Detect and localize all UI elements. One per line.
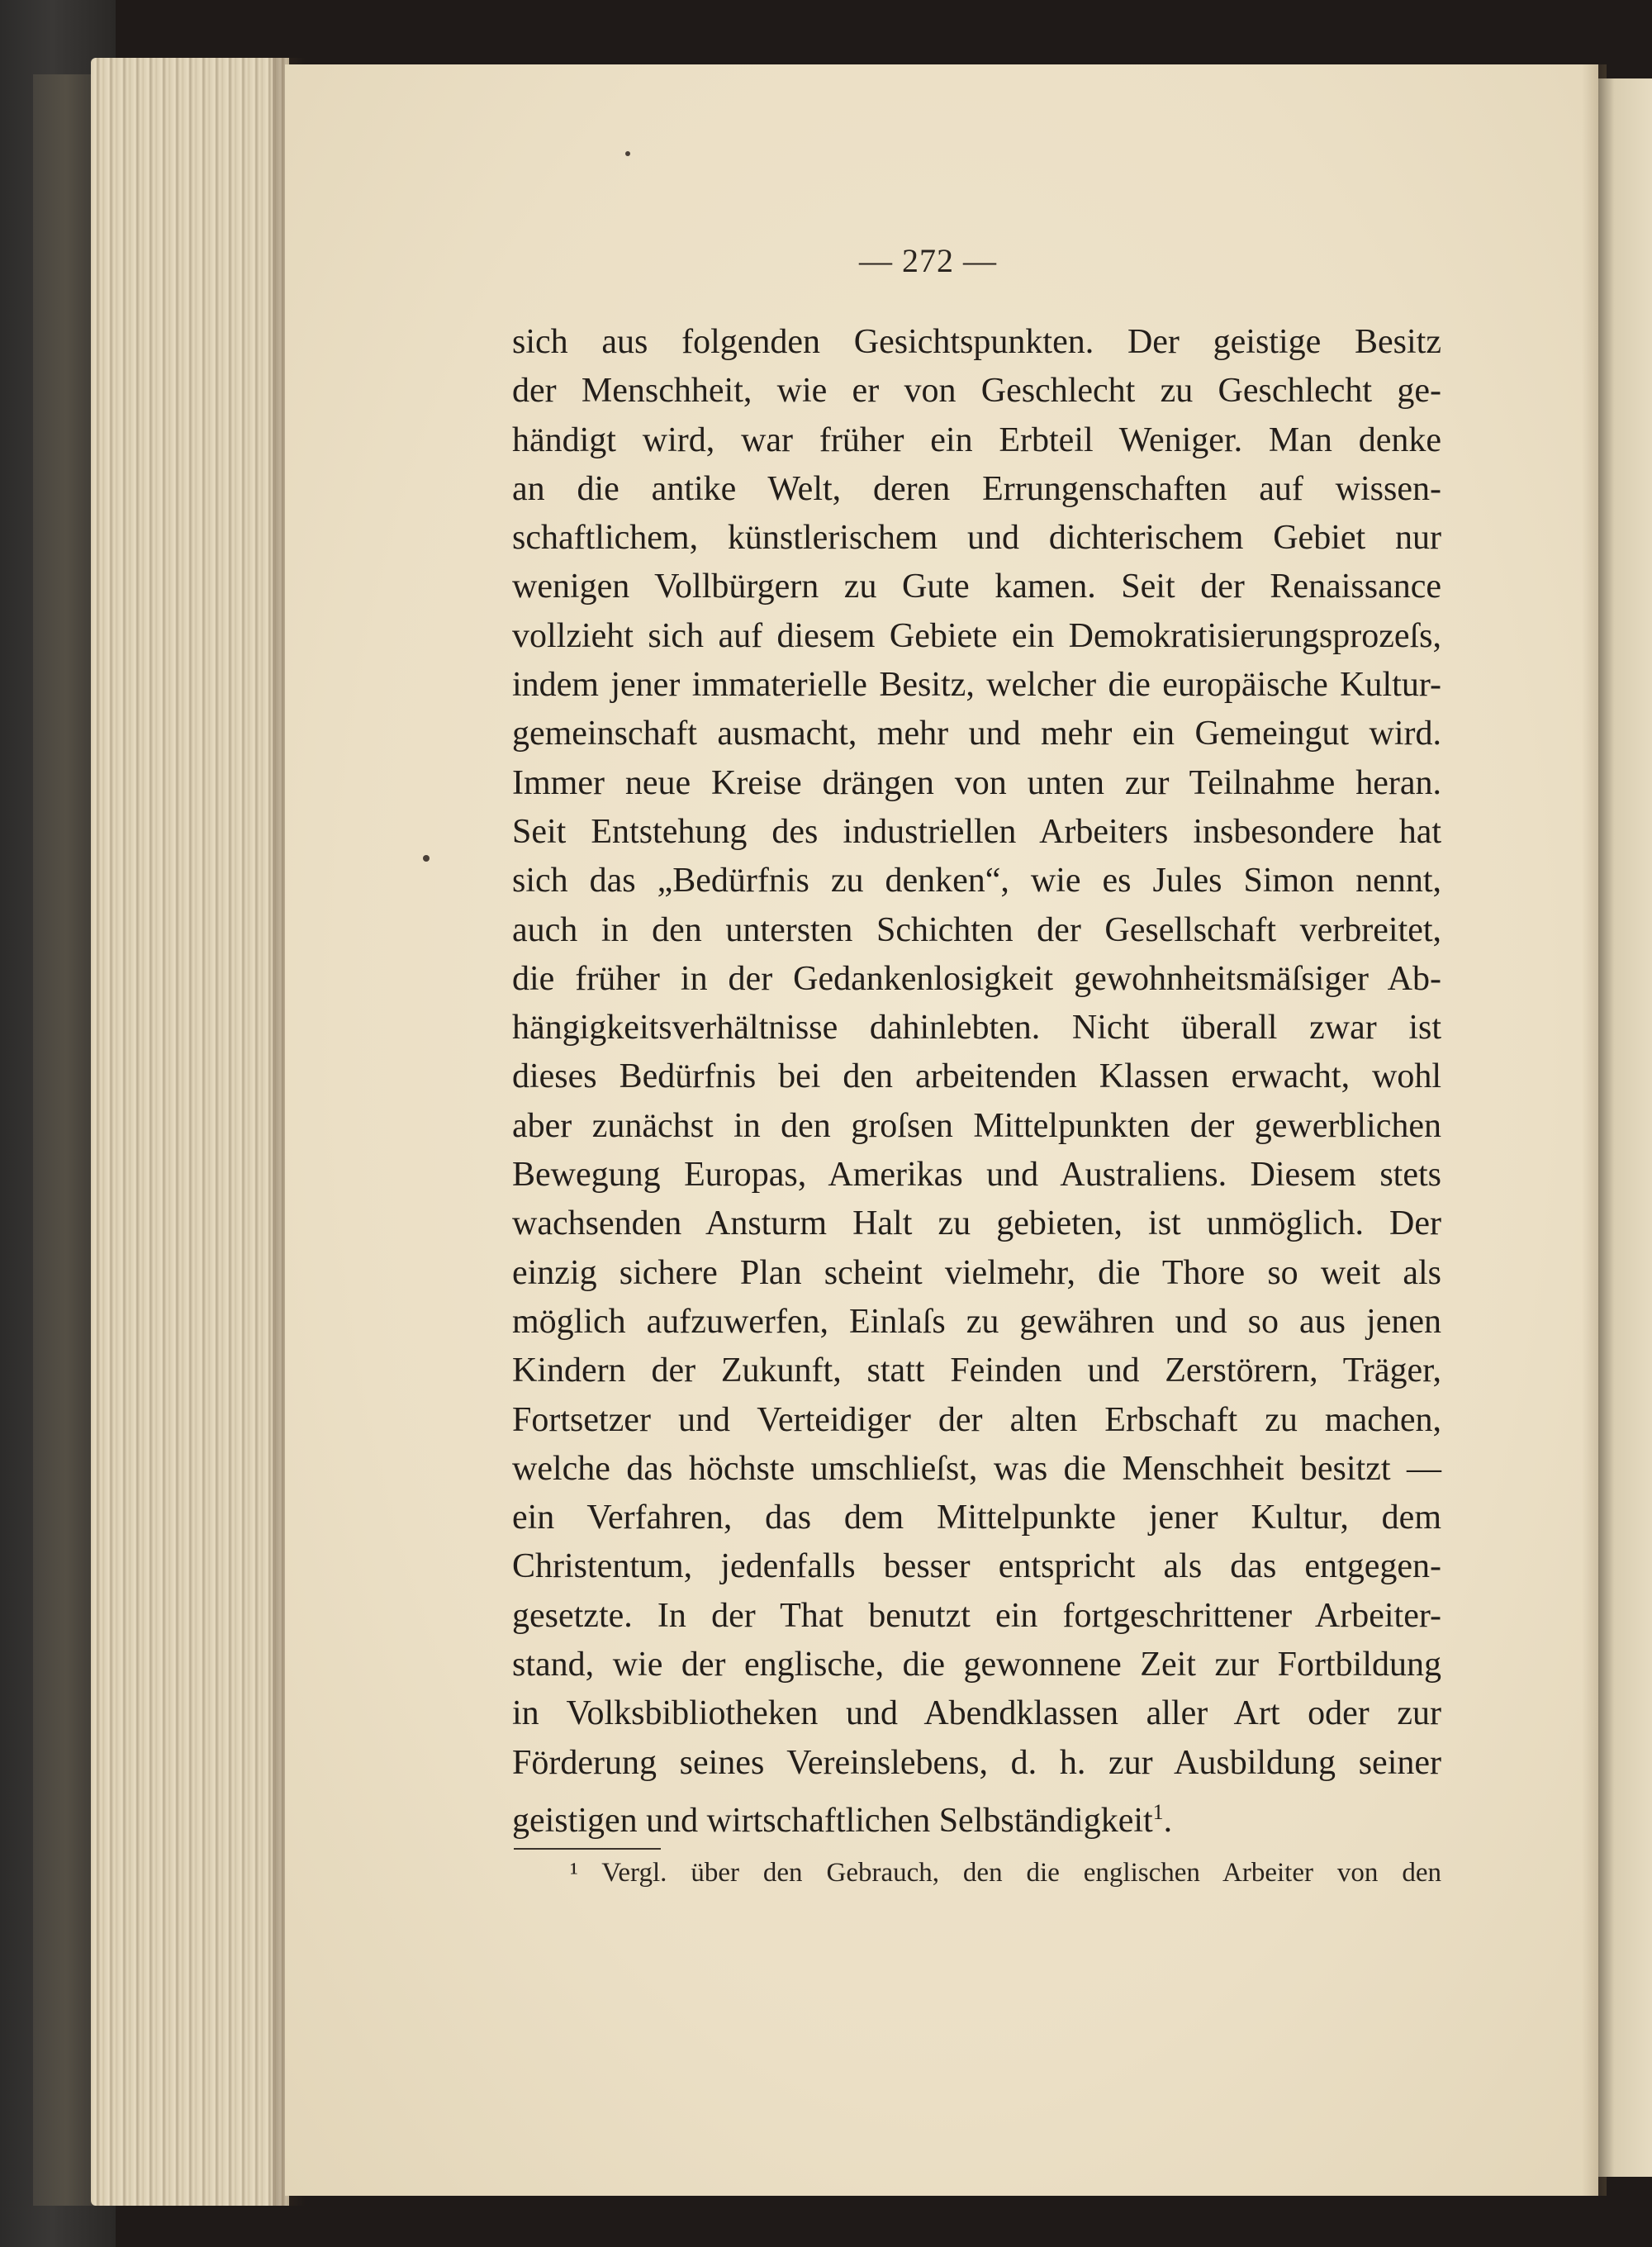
text-line: wenigen Vollbürgern zu Gute kamen. Seit der Renaissance (512, 568, 1441, 606)
footnote-rule (514, 1848, 661, 1850)
text-line: einzig sichere Plan scheint vielmehr, die Thore so weit als (512, 1253, 1441, 1292)
text-line: sich aus folgenden Gesichtspunkten. Der geistige Besitz (512, 323, 1441, 361)
last-line-text: geistigen und wirtschaftlichen Selbständigkeit (512, 1801, 1153, 1840)
text-line: ein Verfahren, das dem Mittelpunkte jener Kultur, dem (512, 1499, 1441, 1537)
text-line: gemeinschaft ausmacht, mehr und mehr ein Gemeingut wird. (512, 715, 1441, 753)
text-line: Immer neue Kreise drängen von unten zur Teilnahme heran. (512, 763, 1441, 802)
text-line: Förderung seines Vereinslebens, d. h. zur Ausbildung seiner (512, 1743, 1441, 1782)
text-line: Kindern der Zukunft, statt Feinden und Zerstörern, Träger, (512, 1352, 1441, 1390)
cover-band (33, 74, 99, 2206)
text-line: Fortsetzer und Verteidiger der alten Erbschaft zu machen, (512, 1400, 1441, 1439)
footnote-marker: 1 (1152, 1799, 1164, 1824)
page-number: — 272 — (859, 242, 997, 279)
text-line: schaftlichem, künstlerischem und dichterischem Gebiet nur (512, 519, 1441, 558)
text-line: welche das höchste umschlieſst, was die Menschheit besitzt — (512, 1449, 1441, 1488)
text-line-last (512, 1788, 1441, 1840)
text-line: Christentum, jedenfalls besser entspricht als das entgegen- (512, 1547, 1441, 1586)
text-line: händigt wird, war früher ein Erbteil Weniger. Man denke (512, 420, 1441, 459)
paper-speck (423, 855, 430, 862)
text-line: in Volksbibliotheken und Abendklassen aller Art oder zur (512, 1694, 1441, 1733)
paper-speck (625, 151, 630, 156)
text-line: gesetzte. In der That benutzt ein fortgeschrittener Arbeiter- (512, 1596, 1441, 1635)
text-line: Seit Entstehung des industriellen Arbeiters insbesondere hat (512, 812, 1441, 851)
body-text (512, 318, 1441, 1840)
text-line: Bewegung Europas, Amerikas und Australiens. Diesem stets (512, 1156, 1441, 1195)
text-line: wachsenden Ansturm Halt zu gebieten, ist unmöglich. Der (512, 1204, 1441, 1243)
last-line-end: . (1163, 1801, 1173, 1840)
facing-page (1598, 78, 1652, 2177)
text-line: an die antike Welt, deren Errungenschaften auf wissen- (512, 469, 1441, 508)
text-line: die früher in der Gedankenlosigkeit gewohnheitsmäſsiger Ab- (512, 959, 1441, 998)
text-line: aber zunächst in den groſsen Mittelpunkten der gewerblichen (512, 1106, 1441, 1145)
footnote: ¹ Vergl. über den Gebrauch, den die englischen Arbeiter von den (570, 1858, 1441, 1888)
text-line: indem jener immaterielle Besitz, welcher die europäische Kultur- (512, 666, 1441, 705)
text-line: hängigkeitsverhältnisse dahinlebten. Nicht überall zwar ist (512, 1009, 1441, 1047)
text-line: möglich aufzuwerfen, Einlaſs zu gewähren und so aus jenen (512, 1302, 1441, 1341)
text-line: dieses Bedürfnis bei den arbeitenden Klassen erwacht, wohl (512, 1057, 1441, 1096)
page-edges (91, 58, 289, 2206)
text-line: auch in den untersten Schichten der Gesellschaft verbreitet, (512, 910, 1441, 949)
text-line: der Menschheit, wie er von Geschlecht zu Geschlecht ge- (512, 372, 1441, 411)
text-line: sich das „Bedürfnis zu denken“, wie es Jules Simon nennt, (512, 862, 1441, 900)
text-line: stand, wie der englische, die gewonnene Zeit zur Fortbildung (512, 1646, 1441, 1684)
text-line: vollzieht sich auf diesem Gebiete ein Demokratisierungsprozeſs, (512, 616, 1441, 655)
